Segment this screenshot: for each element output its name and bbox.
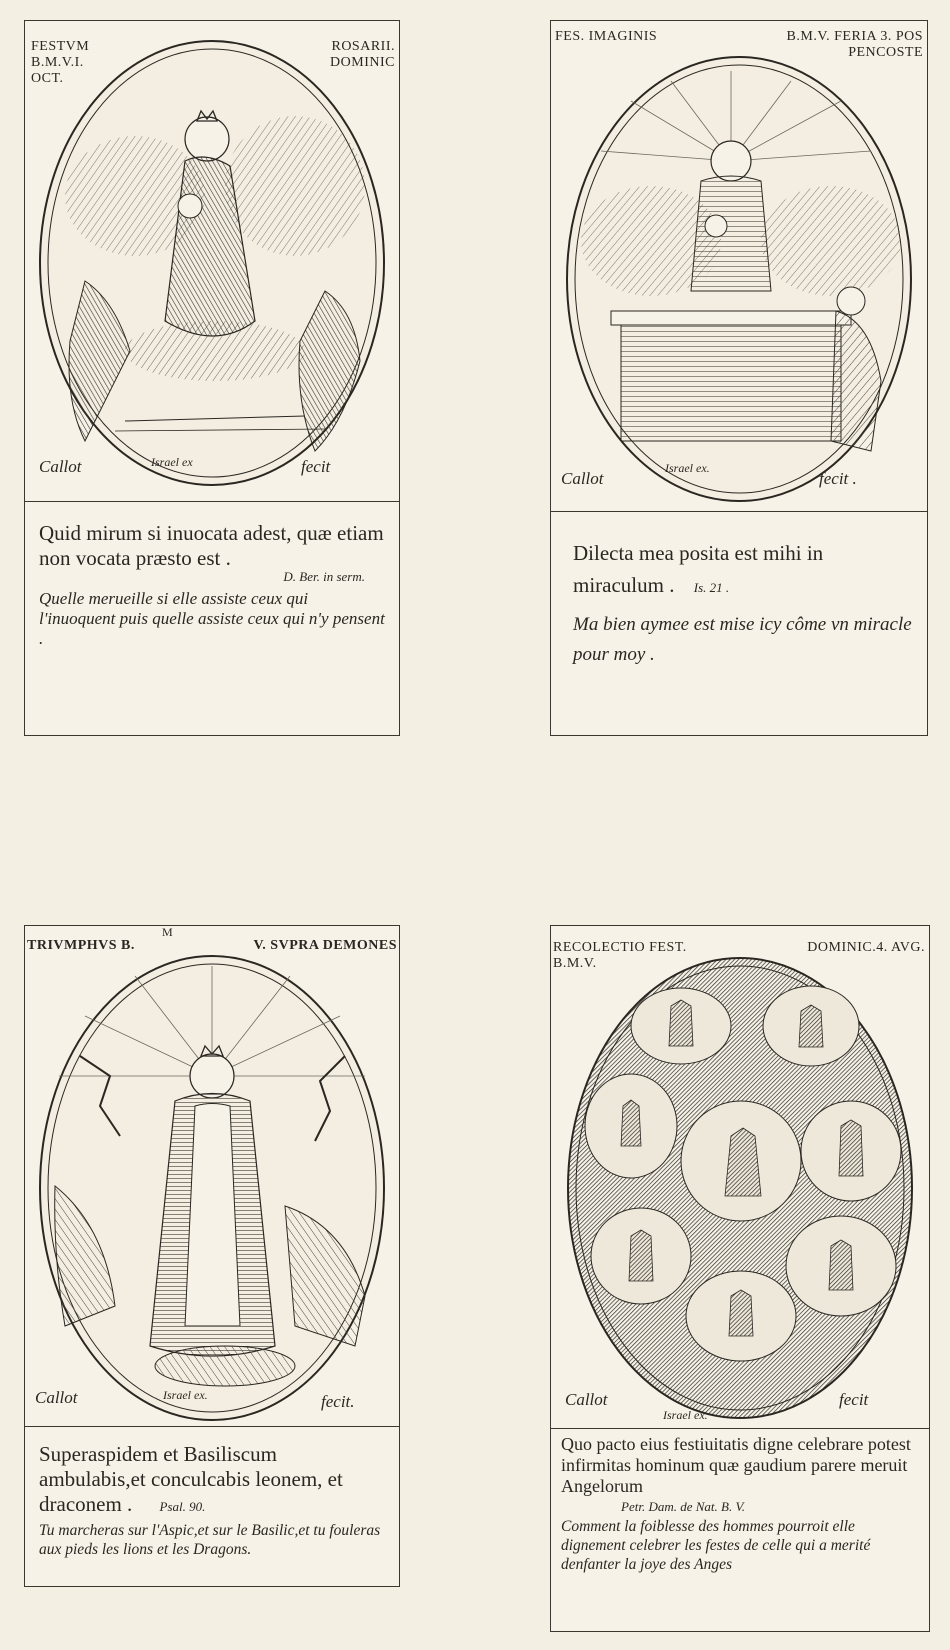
signature-fecit: fecit . xyxy=(819,469,857,488)
oval-vignette-image-feast xyxy=(551,21,927,511)
signature-callot: Callot xyxy=(35,1388,78,1407)
signature-callot: Callot xyxy=(39,457,82,476)
latin-caption xyxy=(573,537,913,604)
header-right: ROSARII. DOMINIC xyxy=(330,39,395,70)
french-caption: Quelle merueille si elle assiste ceux qui l'inuoquent puis quelle assiste ceux qui n'y pensent . xyxy=(39,589,385,648)
reference: Petr. Dam. de Nat. B. V. xyxy=(621,1499,745,1514)
oval-vignette-rosary xyxy=(25,21,399,501)
latin-text: Dilecta mea posita est mihi in miraculum . xyxy=(573,541,824,597)
header-right: DOMINIC.4. AVG. xyxy=(807,940,925,955)
french-caption: Tu marcheras sur l'Aspic,et sur le Basilic,et tu fouleras aux pieds les lions et les Dragons. xyxy=(39,1522,381,1558)
signature-israel: Israel ex. xyxy=(163,1388,208,1402)
header-left: TRIVMPHVS B. xyxy=(27,938,135,953)
french-caption: Comment la foiblesse des hommes pourroit elle dignement celebrer les festes de celle qui a merité denfanter la joye des Anges xyxy=(561,1518,871,1573)
signature-callot: Callot xyxy=(561,469,604,488)
header-left: FES. IMAGINIS xyxy=(555,29,658,44)
latin-text: Superaspidem et Basiliscum ambulabis,et conculcabis leonem, et draconem . xyxy=(39,1442,343,1516)
engraving-rosary xyxy=(25,21,399,502)
engraving-image-feast xyxy=(551,21,927,512)
latin-caption xyxy=(39,1442,385,1519)
signature-fecit: fecit xyxy=(301,457,331,476)
panel-triumph xyxy=(24,925,400,1587)
header-superscript: M xyxy=(162,926,174,939)
signature-fecit: fecit. xyxy=(321,1392,355,1411)
reference: Is. 21 . xyxy=(693,580,730,595)
signature-israel: Israel ex xyxy=(151,455,193,469)
header-right: B.M.V. FERIA 3. POS PENCOSTE xyxy=(786,29,923,60)
panel-recollection xyxy=(550,925,930,1632)
reference: Psal. 90. xyxy=(159,1499,206,1514)
engraving-recollection xyxy=(551,926,929,1429)
signature-israel: Israel ex. xyxy=(663,1408,708,1422)
latin-caption: Quo pacto eius festiuitatis digne celebrare potest infirmitas hominum quæ gaudium parere meruit Angelorum xyxy=(561,1434,911,1496)
caption-rosary xyxy=(25,521,399,649)
header-right: V. SVPRA DEMONES xyxy=(253,938,397,953)
header-left: FESTVM B.M.V.I. OCT. xyxy=(31,39,90,86)
signature-fecit: fecit xyxy=(839,1390,869,1409)
reference: D. Ber. in serm. xyxy=(283,569,365,584)
signature-callot: Callot xyxy=(565,1390,608,1409)
signature-israel: Israel ex. xyxy=(665,461,710,475)
latin-caption: Quid mirum si inuocata adest, quæ etiam non vocata præsto est . xyxy=(39,521,384,570)
oval-vignette-triumph xyxy=(25,926,399,1426)
oval-vignette-recollection xyxy=(551,926,929,1428)
caption-image-feast xyxy=(551,537,927,670)
header-left: RECOLECTIO FEST. B.M.V. xyxy=(553,940,687,971)
panel-image-feast xyxy=(550,20,928,736)
caption-recollection xyxy=(551,1434,929,1574)
caption-triumph xyxy=(25,1442,399,1559)
engraving-triumph xyxy=(25,926,399,1427)
panel-rosary xyxy=(24,20,400,736)
french-caption: Ma bien aymee est mise icy côme vn miracle pour moy . xyxy=(573,614,912,665)
